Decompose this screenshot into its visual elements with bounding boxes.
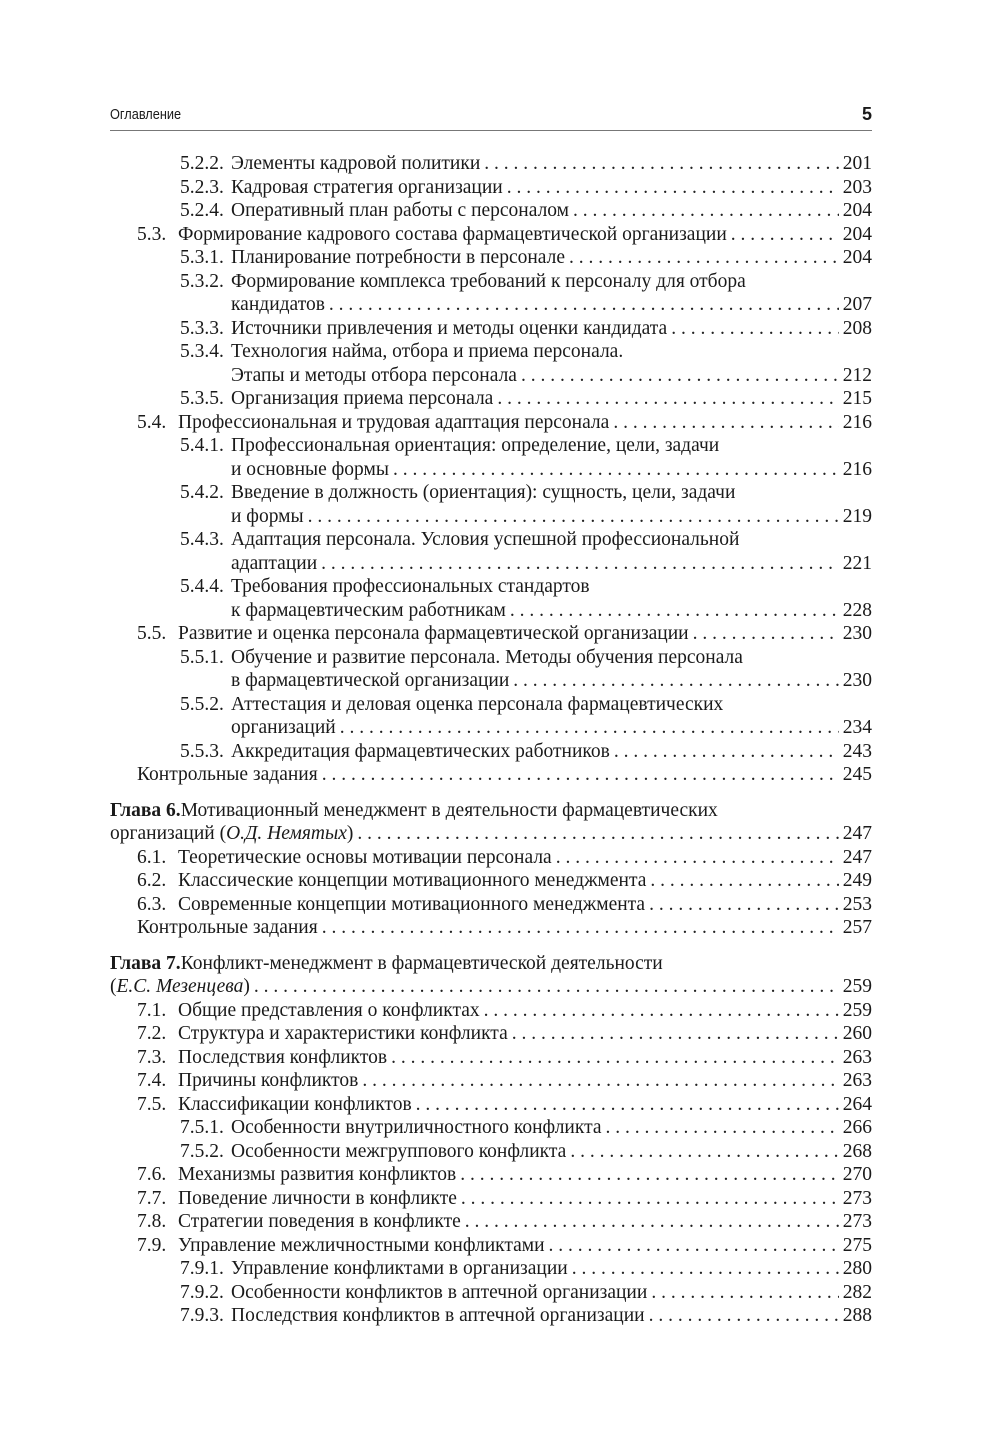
dot-leader bbox=[461, 1187, 839, 1211]
page-ref[interactable]: 273 bbox=[842, 1187, 872, 1209]
section-title: Формирование комплекса требований к персоналу для отбора bbox=[231, 270, 746, 292]
dot-leader bbox=[570, 1140, 838, 1164]
page-number: 5 bbox=[861, 104, 872, 124]
toc-line bbox=[110, 528, 872, 552]
section-number: 5.3. bbox=[137, 223, 167, 245]
toc-line bbox=[110, 1140, 872, 1164]
page-ref[interactable]: 215 bbox=[842, 388, 872, 409]
page-ref[interactable]: 219 bbox=[842, 505, 872, 527]
toc-line bbox=[110, 199, 872, 223]
toc-entry[interactable] bbox=[110, 693, 872, 740]
section-title: Последствия конфликтов в аптечной организации bbox=[231, 1305, 645, 1326]
toc-line bbox=[110, 317, 872, 341]
toc-line bbox=[110, 599, 872, 623]
section-title: Управление межличностными конфликтами bbox=[178, 1234, 545, 1256]
toc-line bbox=[110, 693, 872, 717]
section-number: 7.9.2. bbox=[180, 1281, 224, 1303]
section-number: 5.5. bbox=[137, 623, 167, 644]
toc-entry[interactable] bbox=[110, 1187, 872, 1211]
toc-line bbox=[110, 869, 872, 893]
chapter-title: Конфликт-менеджмент в фармацевтической деятельности bbox=[180, 952, 663, 974]
toc-entry[interactable] bbox=[110, 1022, 872, 1046]
toc-line bbox=[110, 223, 872, 247]
section-number: 5.4. bbox=[137, 411, 167, 433]
toc-line bbox=[110, 1210, 872, 1234]
dot-leader bbox=[357, 822, 838, 846]
dot-leader bbox=[484, 999, 839, 1023]
toc-line bbox=[110, 1022, 872, 1046]
toc-entry[interactable] bbox=[110, 893, 872, 917]
chapter-label: Глава 7. bbox=[110, 952, 181, 974]
dot-leader bbox=[322, 916, 839, 940]
toc-line bbox=[110, 1093, 872, 1117]
page-ref[interactable]: 208 bbox=[842, 317, 872, 339]
toc-entry[interactable] bbox=[110, 916, 872, 940]
chapter-gap bbox=[110, 787, 872, 799]
toc-entry[interactable] bbox=[110, 1304, 872, 1328]
dot-leader bbox=[606, 1116, 839, 1140]
section-number: 7.7. bbox=[137, 1187, 167, 1209]
section-title: к фармацевтическим работникам bbox=[231, 599, 506, 621]
toc-entry[interactable] bbox=[110, 799, 872, 846]
dot-leader bbox=[649, 1304, 839, 1328]
section-number: 5.4.4. bbox=[180, 576, 224, 597]
page-ref[interactable]: 212 bbox=[842, 364, 872, 386]
section-title: кандидатов bbox=[231, 294, 325, 315]
toc-line bbox=[110, 152, 872, 176]
table-of-contents bbox=[110, 152, 872, 1328]
section-title: адаптации bbox=[231, 552, 318, 574]
section-title: Причины конфликтов bbox=[178, 1070, 359, 1091]
dot-leader bbox=[573, 199, 839, 223]
page-ref[interactable]: 280 bbox=[842, 1258, 872, 1279]
toc-entry[interactable] bbox=[110, 846, 872, 870]
dot-leader bbox=[556, 846, 839, 870]
section-number: 7.9.1. bbox=[180, 1258, 224, 1279]
section-title: Развитие и оценка персонала фармацевтической организации bbox=[178, 623, 689, 644]
dot-leader bbox=[649, 893, 839, 917]
section-title: Поведение личности в конфликте bbox=[178, 1187, 457, 1209]
page-ref[interactable]: 245 bbox=[842, 764, 872, 785]
section-title: Профессиональная ориентация: определение, цели, задачи bbox=[231, 435, 720, 456]
toc-line bbox=[110, 893, 872, 917]
toc-line bbox=[110, 575, 872, 599]
toc-entry[interactable] bbox=[110, 952, 872, 999]
toc-entry[interactable] bbox=[110, 223, 872, 247]
page-ref[interactable]: 275 bbox=[842, 1234, 872, 1256]
page-ref[interactable]: 216 bbox=[842, 458, 872, 480]
chapter-author: Е.С. Мезенцева bbox=[116, 976, 244, 997]
toc-line bbox=[110, 763, 872, 787]
section-number: 7.5.2. bbox=[180, 1140, 224, 1162]
section-number: 5.3.1. bbox=[180, 247, 224, 268]
toc-line bbox=[110, 999, 872, 1023]
page-ref[interactable]: 268 bbox=[842, 1140, 872, 1162]
page-ref[interactable]: 259 bbox=[842, 999, 872, 1021]
toc-line bbox=[110, 364, 872, 388]
dot-leader bbox=[510, 599, 839, 623]
section-number: 7.9. bbox=[137, 1234, 167, 1256]
section-title: Кадровая стратегия организации bbox=[231, 176, 503, 198]
section-title: Классические концепции мотивационного менеджмента bbox=[178, 870, 647, 891]
toc-line bbox=[110, 1304, 872, 1328]
toc-line bbox=[110, 952, 872, 976]
page-ref[interactable]: 260 bbox=[842, 1023, 872, 1044]
section-number: 5.3.2. bbox=[180, 270, 224, 292]
section-title: Планирование потребности в персонале bbox=[231, 247, 565, 268]
toc-line bbox=[110, 822, 872, 846]
toc-line bbox=[110, 669, 872, 693]
toc-line bbox=[110, 1116, 872, 1140]
section-title: Этапы и методы отбора персонала bbox=[231, 364, 517, 386]
toc-entry[interactable] bbox=[110, 270, 872, 317]
toc-entry[interactable] bbox=[110, 1140, 872, 1164]
chapter-title-cont bbox=[110, 975, 250, 999]
toc-entry[interactable] bbox=[110, 999, 872, 1023]
section-title: в фармацевтической организации bbox=[231, 670, 510, 691]
toc-line bbox=[110, 1163, 872, 1187]
section-number: 5.4.2. bbox=[180, 482, 224, 503]
section-number: 7.9.3. bbox=[180, 1305, 224, 1326]
page-ref[interactable]: 247 bbox=[842, 823, 872, 844]
section-title: Обучение и развитие персонала. Методы обучения персонала bbox=[231, 646, 743, 668]
dot-leader bbox=[465, 1210, 839, 1234]
toc-entry[interactable] bbox=[110, 575, 872, 622]
page-ref[interactable]: 263 bbox=[842, 1070, 872, 1091]
page-ref[interactable]: 273 bbox=[842, 1211, 872, 1232]
section-number: 5.5.2. bbox=[180, 693, 224, 715]
section-title: Стратегии поведения в конфликте bbox=[178, 1211, 461, 1232]
section-title: Оперативный план работы с персоналом bbox=[231, 200, 570, 221]
page-ref[interactable]: 259 bbox=[842, 976, 872, 997]
dot-leader bbox=[650, 869, 838, 893]
toc-entry[interactable] bbox=[110, 246, 872, 270]
toc-line bbox=[110, 270, 872, 294]
toc-line bbox=[110, 1281, 872, 1305]
section-number: 7.5. bbox=[137, 1093, 167, 1115]
dot-leader bbox=[651, 1281, 838, 1305]
section-title: Элементы кадровой политики bbox=[231, 153, 481, 174]
chapter-title-close: ) bbox=[346, 823, 354, 844]
toc-entry[interactable] bbox=[110, 411, 872, 435]
toc-entry[interactable] bbox=[110, 1046, 872, 1070]
toc-entry[interactable] bbox=[110, 528, 872, 575]
section-title: Особенности конфликтов в аптечной организации bbox=[231, 1281, 648, 1303]
section-title: Адаптация персонала. Условия успешной профессиональной bbox=[231, 529, 740, 550]
dot-leader bbox=[572, 1257, 839, 1281]
running-header-title: Оглавление bbox=[110, 106, 182, 123]
section-title: Механизмы развития конфликтов bbox=[178, 1164, 457, 1185]
section-title: Классификации конфликтов bbox=[178, 1093, 412, 1115]
dot-leader bbox=[329, 293, 839, 317]
page-ref[interactable]: 201 bbox=[842, 153, 872, 174]
section-number: 5.2.2. bbox=[180, 153, 224, 174]
toc-line bbox=[110, 293, 872, 317]
dot-leader bbox=[613, 411, 838, 435]
page-ref[interactable]: 288 bbox=[842, 1305, 872, 1326]
dot-leader bbox=[416, 1093, 839, 1117]
toc-entry[interactable] bbox=[110, 1234, 872, 1258]
toc-entry[interactable] bbox=[110, 1116, 872, 1140]
dot-leader bbox=[393, 458, 839, 482]
dot-leader bbox=[569, 246, 839, 270]
chapter-title-part: организаций ( bbox=[110, 823, 227, 844]
chapter-title: Мотивационный менеджмент в деятельности фармацевтических bbox=[180, 799, 718, 821]
toc-entry[interactable] bbox=[110, 481, 872, 528]
section-number: 7.2. bbox=[137, 1023, 167, 1044]
page-ref[interactable]: 204 bbox=[842, 247, 872, 268]
toc-line bbox=[110, 246, 872, 270]
chapter-title-part: ( bbox=[110, 976, 117, 997]
section-number: 5.3.3. bbox=[180, 317, 224, 339]
dot-leader bbox=[308, 505, 839, 529]
section-number: 6.2. bbox=[137, 870, 167, 891]
toc-line bbox=[110, 1234, 872, 1258]
toc-entry[interactable] bbox=[110, 869, 872, 893]
section-number: 7.4. bbox=[137, 1070, 167, 1091]
dot-leader bbox=[497, 387, 838, 411]
section-number: 5.5.3. bbox=[180, 740, 224, 762]
toc-line bbox=[110, 340, 872, 364]
dot-leader bbox=[254, 975, 839, 999]
dot-leader bbox=[484, 152, 838, 176]
toc-line bbox=[110, 434, 872, 458]
section-title: Особенности межгруппового конфликта bbox=[231, 1140, 567, 1162]
section-title: Введение в должность (ориентация): сущность, цели, задачи bbox=[231, 482, 736, 503]
section-number: 5.3.4. bbox=[180, 341, 224, 362]
dot-leader bbox=[513, 669, 838, 693]
section-title: Особенности внутриличностного конфликта bbox=[231, 1117, 602, 1138]
section-number: 7.8. bbox=[137, 1211, 167, 1232]
dot-leader bbox=[507, 176, 839, 200]
chapter-author: О.Д. Немятых bbox=[226, 823, 347, 844]
section-number: 5.2.4. bbox=[180, 200, 224, 221]
chapter-gap bbox=[110, 940, 872, 952]
toc-line bbox=[110, 458, 872, 482]
section-title: Технология найма, отбора и приема персонала. bbox=[231, 341, 624, 362]
section-title: Аккредитация фармацевтических работников bbox=[231, 740, 610, 762]
page-ref[interactable]: 247 bbox=[842, 846, 872, 868]
page-ref[interactable]: 249 bbox=[842, 870, 872, 891]
toc-line bbox=[110, 916, 872, 940]
section-title: Теоретические основы мотивации персонала bbox=[178, 846, 552, 868]
toc-entry[interactable] bbox=[110, 340, 872, 387]
section-title: Требования профессиональных стандартов bbox=[231, 576, 590, 597]
page-ref[interactable]: 264 bbox=[842, 1093, 872, 1115]
toc-line bbox=[110, 411, 872, 435]
section-number: 5.2.3. bbox=[180, 176, 224, 198]
page-ref[interactable]: 234 bbox=[842, 717, 872, 738]
toc-line bbox=[110, 176, 872, 200]
dot-leader bbox=[321, 552, 839, 576]
page-ref[interactable]: 257 bbox=[842, 917, 872, 938]
toc-line bbox=[110, 1187, 872, 1211]
toc-line bbox=[110, 622, 872, 646]
section-title: Структура и характеристики конфликта bbox=[178, 1023, 508, 1044]
page-ref[interactable]: 243 bbox=[842, 740, 872, 762]
toc-line bbox=[110, 716, 872, 740]
section-number: 7.3. bbox=[137, 1046, 167, 1068]
toc-line bbox=[110, 975, 872, 999]
section-title: и формы bbox=[231, 505, 304, 527]
running-header bbox=[110, 104, 872, 131]
chapter-title-cont bbox=[110, 822, 353, 846]
dot-leader bbox=[512, 1022, 839, 1046]
toc-line bbox=[110, 740, 872, 764]
toc-line bbox=[110, 387, 872, 411]
page-ref[interactable]: 253 bbox=[842, 893, 872, 915]
toc-line bbox=[110, 481, 872, 505]
page-ref[interactable]: 216 bbox=[842, 411, 872, 433]
section-number: 6.3. bbox=[137, 893, 167, 915]
page-ref[interactable]: 203 bbox=[842, 176, 872, 198]
toc-entry[interactable] bbox=[110, 740, 872, 764]
toc-line bbox=[110, 799, 872, 823]
toc-entry[interactable] bbox=[110, 387, 872, 411]
dot-leader bbox=[614, 740, 839, 764]
toc-entry[interactable] bbox=[110, 434, 872, 481]
dot-leader bbox=[322, 763, 839, 787]
dot-leader bbox=[460, 1163, 839, 1187]
toc-entry[interactable] bbox=[110, 1281, 872, 1305]
section-number: 5.4.3. bbox=[180, 529, 224, 550]
dot-leader bbox=[693, 622, 839, 646]
toc-entry[interactable] bbox=[110, 1093, 872, 1117]
toc-entry[interactable] bbox=[110, 1257, 872, 1281]
page-ref[interactable]: 230 bbox=[842, 623, 872, 644]
section-title: Формирование кадрового состава фармацевтической организации bbox=[178, 223, 727, 245]
section-title: Организация приема персонала bbox=[231, 388, 494, 409]
toc-entry[interactable] bbox=[110, 1069, 872, 1093]
toc-entry[interactable] bbox=[110, 1163, 872, 1187]
toc-entry[interactable] bbox=[110, 317, 872, 341]
page-ref[interactable]: 204 bbox=[842, 223, 872, 245]
dot-leader bbox=[391, 1046, 839, 1070]
section-title: и основные формы bbox=[231, 458, 389, 480]
dot-leader bbox=[549, 1234, 839, 1258]
page-ref[interactable]: 270 bbox=[842, 1164, 872, 1185]
section-title: Источники привлечения и методы оценки кандидата bbox=[231, 317, 668, 339]
section-number: 7.6. bbox=[137, 1164, 167, 1185]
section-title: Последствия конфликтов bbox=[178, 1046, 388, 1068]
section-title: Управление конфликтами в организации bbox=[231, 1258, 568, 1279]
dot-leader bbox=[671, 317, 839, 341]
toc-entry[interactable] bbox=[110, 199, 872, 223]
section-title: Общие представления о конфликтах bbox=[178, 999, 480, 1021]
page-ref[interactable]: 228 bbox=[842, 599, 872, 621]
toc-line bbox=[110, 646, 872, 670]
toc-entry[interactable] bbox=[110, 176, 872, 200]
section-title: организаций bbox=[231, 717, 336, 738]
dot-leader bbox=[521, 364, 839, 388]
page-ref[interactable]: 282 bbox=[842, 1281, 872, 1303]
page-ref[interactable]: 204 bbox=[842, 200, 872, 221]
section-title: Контрольные задания bbox=[137, 764, 318, 785]
toc-line bbox=[110, 1069, 872, 1093]
page-ref[interactable]: 266 bbox=[842, 1117, 872, 1138]
toc-entry[interactable] bbox=[110, 763, 872, 787]
page-ref[interactable]: 221 bbox=[842, 552, 872, 574]
toc-line bbox=[110, 1257, 872, 1281]
section-number: 6.1. bbox=[137, 846, 167, 868]
toc-entry[interactable] bbox=[110, 152, 872, 176]
section-number: 5.4.1. bbox=[180, 435, 224, 456]
section-number: 5.3.5. bbox=[180, 388, 224, 409]
toc-entry[interactable] bbox=[110, 1210, 872, 1234]
toc-line bbox=[110, 552, 872, 576]
page-ref[interactable]: 263 bbox=[842, 1046, 872, 1068]
dot-leader bbox=[362, 1069, 838, 1093]
toc-entry[interactable] bbox=[110, 622, 872, 646]
toc-entry[interactable] bbox=[110, 646, 872, 693]
page-ref[interactable]: 207 bbox=[842, 294, 872, 315]
page-ref[interactable]: 230 bbox=[842, 670, 872, 691]
dot-leader bbox=[340, 716, 839, 740]
toc-line bbox=[110, 1046, 872, 1070]
toc-line bbox=[110, 505, 872, 529]
section-title: Профессиональная и трудовая адаптация персонала bbox=[178, 411, 610, 433]
section-number: 5.5.1. bbox=[180, 646, 224, 668]
toc-line bbox=[110, 846, 872, 870]
dot-leader bbox=[731, 223, 839, 247]
section-title: Современные концепции мотивационного менеджмента bbox=[178, 893, 646, 915]
chapter-title-close: ) bbox=[243, 976, 250, 997]
section-title: Аттестация и деловая оценка персонала фармацевтических bbox=[231, 693, 724, 715]
chapter-label: Глава 6. bbox=[110, 799, 181, 821]
section-number: 7.1. bbox=[137, 999, 167, 1021]
section-number: 7.5.1. bbox=[180, 1117, 224, 1138]
section-title: Контрольные задания bbox=[137, 917, 318, 938]
